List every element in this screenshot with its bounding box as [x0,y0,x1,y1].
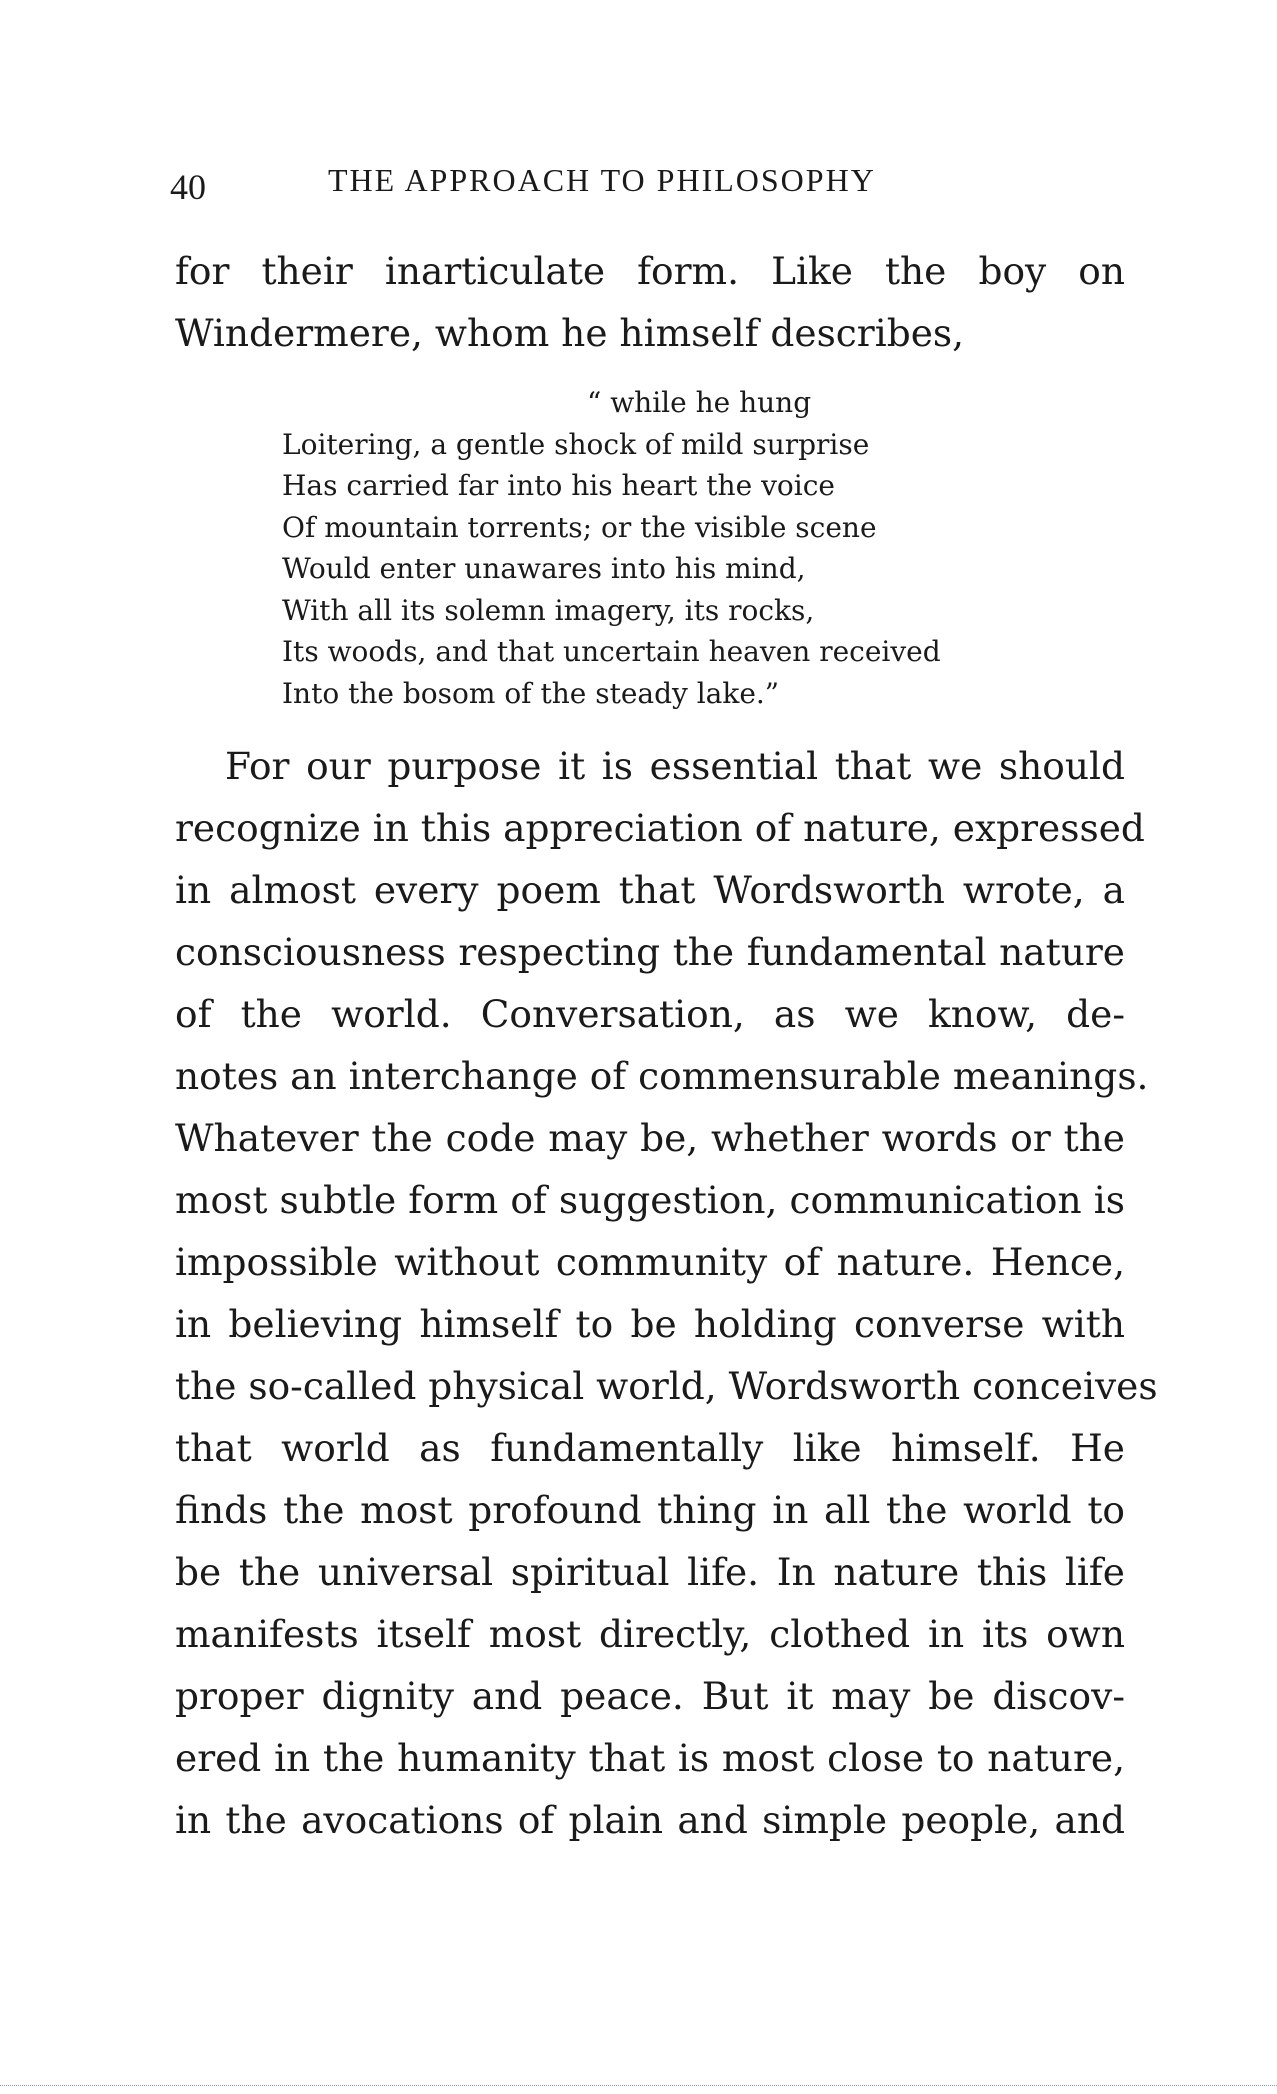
page-number: 40 [170,167,206,207]
body-paragraph [175,735,1158,1851]
poem-line: “ while he hung [587,386,812,419]
text-line: For our purpose it is essential that we should [225,744,1125,788]
poem-line: Has carried far into his heart the voice [282,469,835,502]
text-line: Whatever the code may be, whether words or the [175,1116,1125,1160]
text-line: consciousness respecting the fundamental nature [175,930,1125,974]
running-head: THE APPROACH TO PHILOSOPHY [328,162,876,198]
text-line: recognize in this appreciation of nature, expressed [175,806,1145,850]
page-header [170,158,970,208]
text-line: ered in the humanity that is most close to nature, [175,1736,1125,1780]
text-line: finds the most profound thing in all the world to [175,1488,1125,1532]
text-line: proper dignity and peace. But it may be discov- [175,1674,1125,1718]
poem-line: Of mountain torrents; or the visible scene [282,510,877,544]
text-line: manifests itself most directly, clothed in its own [175,1612,1125,1656]
intro-text [175,240,1125,364]
page-edge-rule [0,2085,1277,2086]
text-line: be the universal spiritual life. In nature this life [175,1550,1125,1594]
text-line: most subtle form of suggestion, communication is [175,1178,1125,1222]
poem-line: Into the bosom of the steady lake.” [282,676,780,710]
text-line: for their inarticulate form. Like the boy on [175,249,1125,293]
text-line: that world as fundamentally like himself. He [175,1426,1125,1470]
poem-line: Loitering, a gentle shock of mild surprise [282,427,870,461]
text-line: in believing himself to be holding converse with [175,1302,1125,1346]
poem-line: With all its solemn imagery, its rocks, [282,593,815,627]
text-line: in almost every poem that Wordsworth wrote, a [175,868,1125,912]
poem-line: Its woods, and that uncertain heaven received [282,635,941,668]
text-line: notes an interchange of commensurable meanings. [175,1054,1149,1098]
text-line: the so-called physical world, Wordsworth conceives [175,1364,1158,1408]
text-line: of the world. Conversation, as we know, de- [175,992,1125,1036]
poem-line: Would enter unawares into his mind, [282,552,806,585]
text-line: in the avocations of plain and simple people, and [175,1798,1125,1842]
text-line: impossible without community of nature. Hence, [175,1240,1125,1284]
text-line: Windermere, whom he himself describes, [175,311,965,355]
poem-quotation [282,382,1042,714]
